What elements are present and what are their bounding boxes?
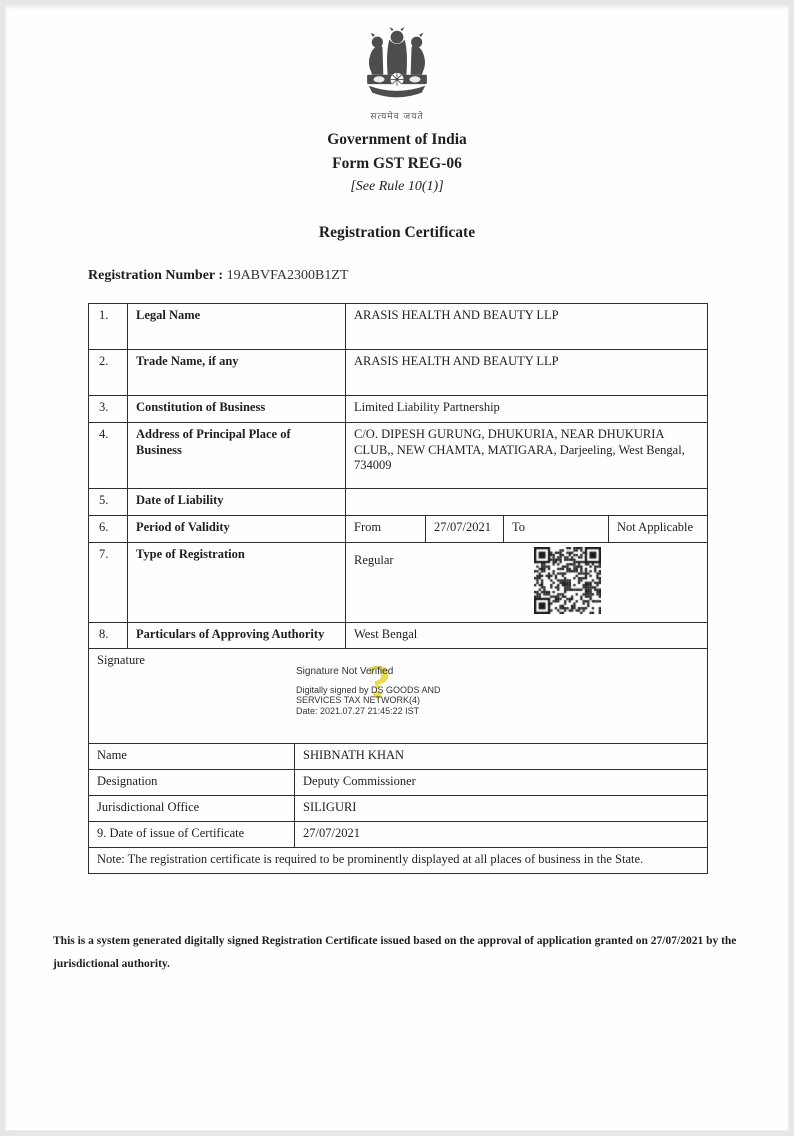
certificate-body — [88, 303, 707, 874]
officer-table — [88, 743, 708, 874]
field-label: Constitution of Business — [128, 396, 346, 423]
row-number: 2. — [89, 350, 128, 396]
signature-label: Signature — [97, 653, 145, 667]
display-note: Note: The registration certificate is required to be prominently displayed at all places of business in the State. — [89, 848, 708, 874]
signature-not-verified-text: Signature Not Verified — [296, 666, 394, 677]
digital-signature-block — [296, 666, 441, 716]
government-title: Government of India — [327, 131, 467, 148]
officer-row-name — [89, 744, 708, 770]
officer-row-date-of-issue — [89, 822, 708, 848]
table-row-constitution — [89, 396, 708, 423]
qr-code — [534, 547, 601, 614]
table-row-type-of-registration — [89, 543, 708, 623]
field-value: 27/07/2021 — [295, 822, 708, 848]
digital-signature-line: SERVICES TAX NETWORK(4) — [296, 695, 421, 705]
registration-number-label: Registration Number : — [88, 268, 224, 283]
row-number: 3. — [89, 396, 128, 423]
field-value: SHIBNATH KHAN — [295, 744, 708, 770]
field-label: Jurisdictional Office — [89, 796, 295, 822]
rule-reference: [See Rule 10(1)] — [350, 179, 444, 194]
note-row — [89, 848, 708, 874]
field-label: Name — [89, 744, 295, 770]
row-number: 7. — [89, 543, 128, 623]
validity-from-label: From — [346, 516, 426, 543]
table-row-date-of-liability — [89, 489, 708, 516]
emblem-of-india-icon — [353, 26, 441, 108]
field-value — [346, 489, 708, 516]
table-row-period-of-validity — [89, 516, 708, 543]
table-row-approving-authority — [89, 623, 708, 649]
registration-number — [88, 268, 348, 284]
field-value: SILIGURI — [295, 796, 708, 822]
field-label: Type of Registration — [128, 543, 346, 623]
certificate-title: Registration Certificate — [318, 224, 476, 241]
form-title: Form GST REG-06 — [332, 155, 462, 172]
field-value-cell — [346, 543, 708, 623]
table-row-trade-name — [89, 350, 708, 396]
digital-signature-line: Digitally signed by DS GOODS AND — [296, 684, 441, 695]
officer-row-jurisdictional-office — [89, 796, 708, 822]
row-number: 1. — [89, 304, 128, 350]
validity-from-value: 27/07/2021 — [426, 516, 504, 543]
table-row-legal-name — [89, 304, 708, 350]
field-value: Regular — [354, 553, 394, 567]
signature-row — [89, 649, 708, 744]
digital-signature-line: Date: 2021.07.27 21:45:22 IST — [296, 705, 420, 716]
field-label: Date of Liability — [128, 489, 346, 516]
footer-statement: This is a system generated digitally signed Registration Certificate issued based on the approval of application granted on 27/07/2021 by the jurisdictional authority. — [53, 935, 737, 970]
validity-to-label: To — [504, 516, 609, 543]
registration-number-value: 19ABVFA2300B1ZT — [226, 268, 349, 283]
row-number: 4. — [89, 423, 128, 489]
field-value: ARASIS HEALTH AND BEAUTY LLP — [346, 304, 708, 350]
field-value: ARASIS HEALTH AND BEAUTY LLP — [346, 350, 708, 396]
field-value: Limited Liability Partnership — [346, 396, 708, 423]
signature-section — [89, 649, 708, 744]
row-number: 6. — [89, 516, 128, 543]
field-label: Legal Name — [128, 304, 346, 350]
officer-row-designation — [89, 770, 708, 796]
main-table — [88, 303, 708, 744]
field-label: 9. Date of issue of Certificate — [89, 822, 295, 848]
validity-to-value: Not Applicable — [609, 516, 708, 543]
table-row-address — [89, 423, 708, 489]
row-number: 5. — [89, 489, 128, 516]
certificate-header — [0, 26, 794, 122]
signature-question-mark-icon: ? — [367, 656, 391, 709]
field-value: West Bengal — [346, 623, 708, 649]
field-value: Deputy Commissioner — [295, 770, 708, 796]
row-number: 8. — [89, 623, 128, 649]
emblem-motto: सत्यमेव जयते — [370, 112, 424, 122]
field-label: Particulars of Approving Authority — [128, 623, 346, 649]
field-label: Trade Name, if any — [128, 350, 346, 396]
field-value: C/O. DIPESH GURUNG, DHUKURIA, NEAR DHUKURIA CLUB,, NEW CHAMTA, MATIGARA, Darjeeling, West Bengal, 734009 — [346, 423, 708, 489]
field-label: Period of Validity — [128, 516, 346, 543]
field-label: Designation — [89, 770, 295, 796]
field-label: Address of Principal Place of Business — [128, 423, 346, 489]
